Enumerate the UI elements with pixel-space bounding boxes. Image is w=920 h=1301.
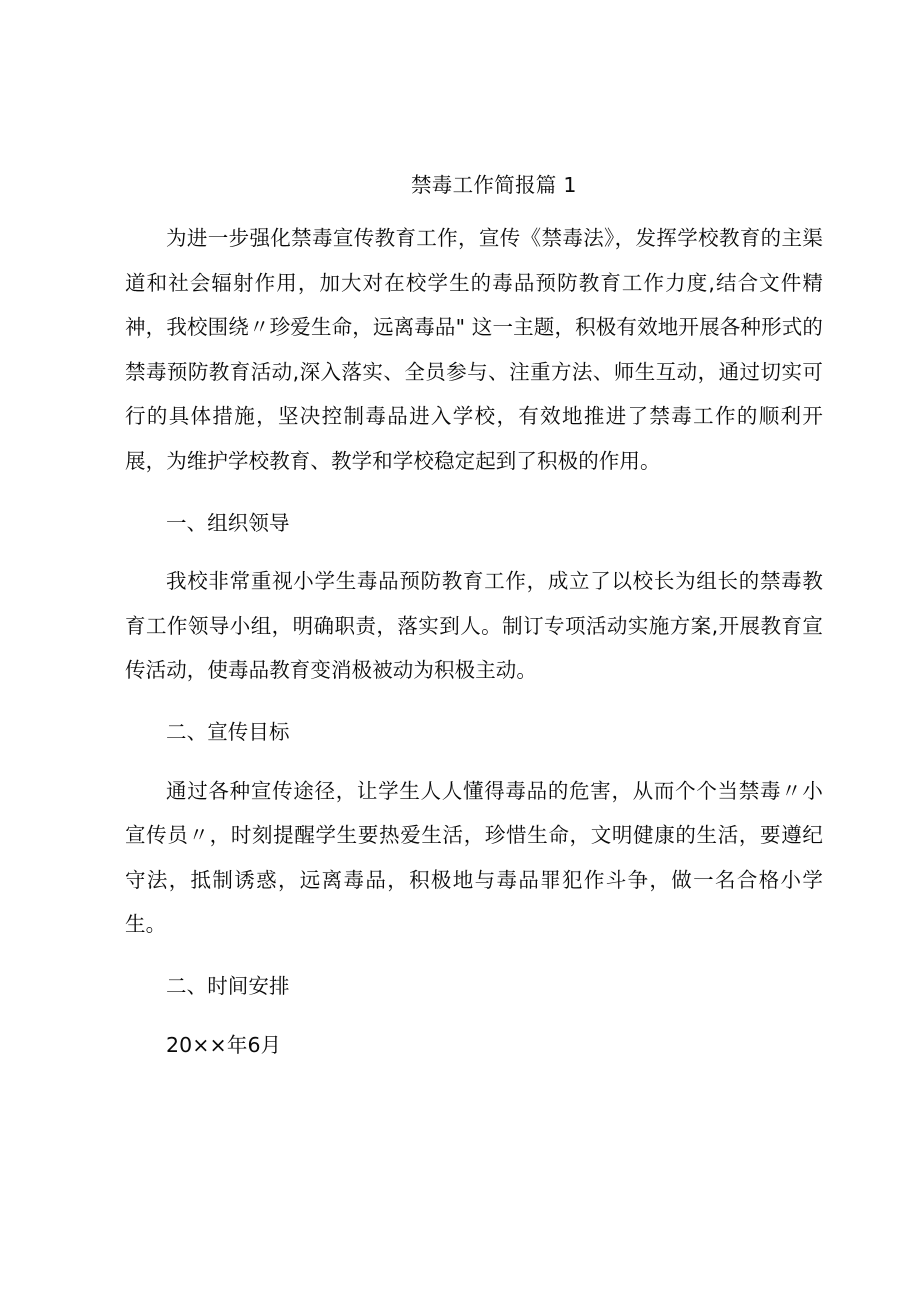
paragraph-organization-leadership: 我校非常重视小学生毒品预防教育工作，成立了以校长为组长的禁毒教育工作领导小组，明确职责，落实到人。制订专项活动实施方案,开展教育宣传活动，使毒品教育变消极被动为积极主动。 bbox=[125, 569, 823, 683]
document-title: 禁毒工作简报篇 1 bbox=[411, 173, 577, 197]
date-line: 20××年6月 bbox=[166, 1032, 282, 1057]
document-body bbox=[125, 168, 823, 1067]
section-heading-publicity-goals: 二、宣传目标 bbox=[166, 719, 290, 744]
paragraph-intro: 为进一步强化禁毒宣传教育工作，宣传《禁毒法》，发挥学校教育的主渠道和社会辐射作用，加大对在校学生的毒品预防教育工作力度,结合文件精神，我校围绕〃珍爱生命，远离毒品" 这一主题，积极有效地开展各种形式的禁毒预防教育活动,深入落实、全员参与、注重方法、师生互动，通过切实可行的具体措施，坚决控制毒品进入学校，有效地推进了禁毒工作的顺利开展，为维护学校教育、教学和学校稳定起到了积极的作用。 bbox=[125, 226, 823, 473]
section-heading-organization-leadership: 一、组织领导 bbox=[166, 510, 290, 535]
section-heading-time-schedule: 二、时间安排 bbox=[166, 973, 290, 998]
paragraph-publicity-goals: 通过各种宣传途径，让学生人人懂得毒品的危害，从而个个当禁毒〃小宣传员〃，时刻提醒学生要热爱生活，珍惜生命，文明健康的生活，要遵纪守法，抵制诱惑，远离毒品，积极地与毒品罪犯作斗争，做一名合格小学生。 bbox=[125, 778, 823, 937]
